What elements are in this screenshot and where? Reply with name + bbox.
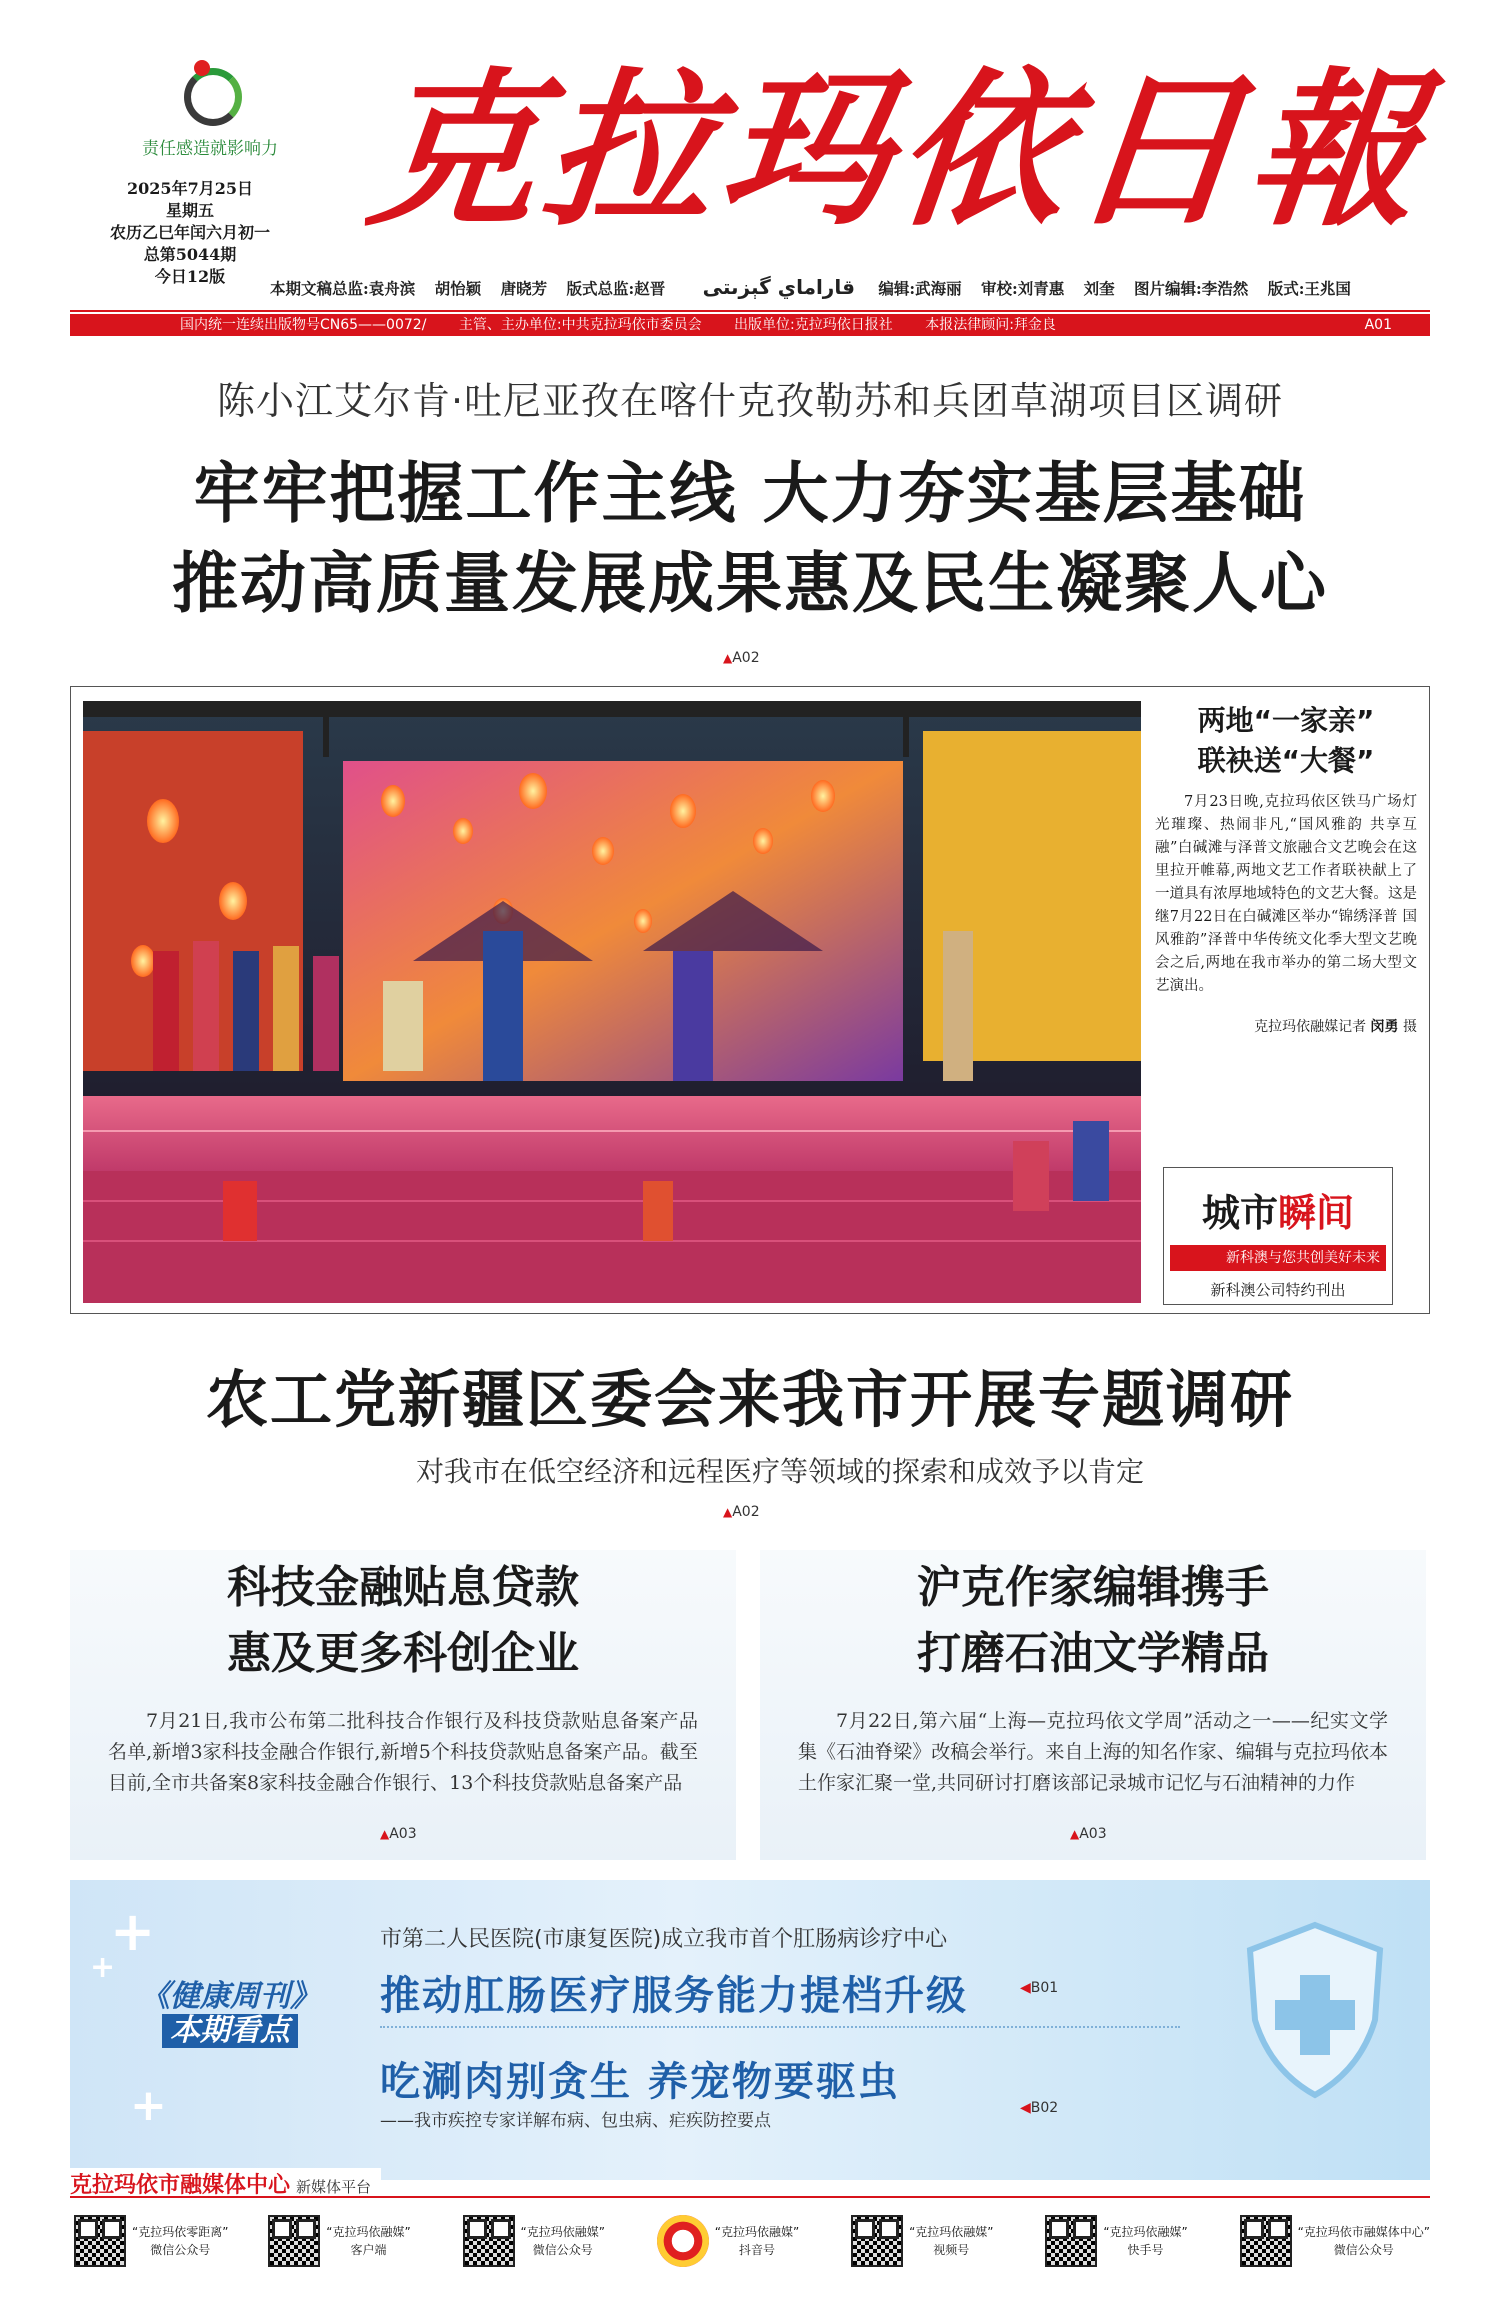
- issue-number: 总第5044期: [143, 245, 237, 264]
- credit-item: 胡怡颖: [434, 279, 482, 298]
- channel-item[interactable]: “克拉玛依融媒” 微信公众号: [459, 2206, 653, 2276]
- app-logo-icon: [657, 2215, 709, 2267]
- tech-finance-summary: 7月21日,我市公布第二批科技合作银行及科技贷款贴息备案产品名单,新增3家科技金融合作银行,新增5个科技贷款贴息备案产品。截至目前,全市共备案8家科技金融合作银行、13个科技贷款贴息备案产品: [108, 1710, 698, 1794]
- qr-code-icon: [1240, 2215, 1292, 2267]
- issue-page-count: 今日12版: [154, 267, 226, 286]
- title-uyghur: قاراماي گېزىتى: [702, 275, 855, 299]
- credit-item: 图片编辑:李浩然: [1134, 279, 1249, 298]
- issue-weekday: 星期五: [165, 201, 214, 220]
- plus-icon: +: [110, 1900, 156, 1963]
- photo-headline-line-1[interactable]: 两地“一家亲”: [1197, 704, 1375, 737]
- photo-headline-line-2[interactable]: 联袂送“大餐”: [1197, 744, 1375, 777]
- credit-item: 本期文稿总监:袁舟滨: [270, 279, 416, 298]
- qr-code-icon: [1045, 2215, 1097, 2267]
- divider: [380, 2026, 1180, 2028]
- ad-sponsor-line: 新科澳公司特约刊出: [1210, 1281, 1346, 1299]
- stage-performance-photo[interactable]: [83, 701, 1141, 1303]
- channel-item[interactable]: “克拉玛依融媒” 视频号: [847, 2206, 1041, 2276]
- publication-info-bar: [70, 314, 1430, 336]
- tech-finance-headline-1[interactable]: 科技金融贴息贷款: [227, 1562, 579, 1613]
- media-channels: [70, 2206, 1430, 2276]
- issue-info: [70, 178, 310, 288]
- health-weekly-tag: 《健康周刊》 本期看点: [140, 1979, 320, 2048]
- writers-page-ref[interactable]: ▲A03: [1070, 1826, 1107, 1842]
- plus-icon: +: [130, 2080, 167, 2131]
- publication-info-item: 主管、主办单位:中共克拉玛依市委员会: [458, 317, 702, 333]
- stage-photo-illustration: [83, 701, 1141, 1303]
- credit-item: 刘奎: [1083, 279, 1115, 298]
- qr-code-icon: [74, 2215, 126, 2267]
- channel-item[interactable]: “克拉玛依融媒” 客户端: [264, 2206, 458, 2276]
- masthead: [70, 50, 1437, 310]
- qr-code-icon: [463, 2215, 515, 2267]
- qr-code-icon: [851, 2215, 903, 2267]
- photo-credit: 克拉玛依融媒记者 闵勇 摄: [1254, 1019, 1417, 1035]
- page-number: A01: [1364, 317, 1392, 333]
- health-headline-1[interactable]: 推动肛肠医疗服务能力提档升级: [380, 1972, 968, 2019]
- lead-headline-line-1[interactable]: 牢牢把握工作主线 大力夯实基层基础: [193, 455, 1307, 532]
- health-kicker: 市第二人民医院(市康复医院)成立我市首个肛肠病诊疗中心: [380, 1927, 948, 1952]
- lead-headline-line-2[interactable]: 推动高质量发展成果惠及民生凝聚人心: [172, 545, 1328, 622]
- brand-slogan: 责任感造就影响力: [142, 139, 278, 159]
- tech-finance-headline-2[interactable]: 惠及更多科创企业: [227, 1628, 579, 1679]
- triangle-icon: ▲: [380, 1827, 390, 1841]
- health-ref-1[interactable]: ◀B01: [1020, 1980, 1059, 1996]
- newspaper-title: 克拉玛依日報: [359, 51, 1437, 249]
- writers-summary: 7月22日,第六届“上海—克拉玛依文学周”活动之一——纪实文学集《石油脊梁》改稿会举行。来自上海的知名作家、编辑与克拉玛依本土作家汇聚一堂,共同研讨打磨该部记录城市记忆与石油精神的力作: [798, 1710, 1388, 1794]
- tech-finance-page-ref[interactable]: ▲A03: [380, 1826, 417, 1842]
- second-page-ref[interactable]: ▲A02: [723, 1504, 760, 1520]
- channel-item[interactable]: “克拉玛依融媒” 快手号: [1041, 2206, 1235, 2276]
- medical-shield-icon: [1240, 1920, 1390, 2100]
- publication-info-item: 出版单位:克拉玛依日报社: [734, 317, 893, 333]
- ad-title: 城市瞬间: [1201, 1191, 1355, 1235]
- issue-lunar-date: 农历乙巳年闰六月初一: [109, 223, 270, 242]
- masthead-rule: [70, 310, 1430, 312]
- credit-item: 版式总监:赵晋: [566, 279, 666, 298]
- credit-item: 编辑:武海丽: [878, 279, 962, 298]
- credit-item: 审校:刘青惠: [980, 279, 1065, 298]
- second-headline[interactable]: 农工党新疆区委会来我市开展专题调研: [205, 1363, 1294, 1436]
- writers-headline-2[interactable]: 打磨石油文学精品: [917, 1628, 1269, 1679]
- credit-item: 唐晓芳: [500, 279, 548, 298]
- editorial-credits: [270, 275, 1430, 299]
- health-subheadline: ——我市疾控专家详解布病、包虫病、疟疾防控要点: [380, 2111, 771, 2131]
- triangle-icon: ▲: [723, 1505, 733, 1519]
- channel-item[interactable]: “克拉玛依零距离” 微信公众号: [70, 2206, 264, 2276]
- story-tech-finance: [70, 1550, 736, 1860]
- photo-caption-body: 7月23日晚,克拉玛依区铁马广场灯光璀璨、热闹非凡,“国风雅韵 共享互融”白碱滩与泽普文旅融合文艺晚会在这里拉开帷幕,两地文艺工作者联袂献上了一道具有浓厚地域特色的文艺大餐。这是继7月22日在白碱滩区举办“锦绣泽普 国风雅韵”泽普中华传统文化季大型文艺晚会之后,两地在我市举办的第二场大型文艺演出。: [1155, 794, 1417, 994]
- photo-story: [70, 686, 1430, 1314]
- photo-caption-column: [1155, 701, 1417, 1036]
- lead-page-ref[interactable]: ▲A02: [723, 650, 760, 666]
- health-ref-2[interactable]: ◀B02: [1020, 2100, 1059, 2116]
- lead-kicker[interactable]: 陈小江艾尔肯·吐尼亚孜在喀什克孜勒苏和兵团草湖项目区调研: [216, 379, 1284, 423]
- health-headline-2[interactable]: 吃涮肉别贪生 养宠物要驱虫: [380, 2058, 900, 2105]
- channel-item[interactable]: “克拉玛依融媒” 抖音号: [653, 2206, 847, 2276]
- credit-item: 版式:王兆国: [1267, 279, 1351, 298]
- ad-slogan-band: 新科澳与您共创美好未来: [1170, 1245, 1386, 1271]
- channel-item[interactable]: “克拉玛依市融媒体中心” 微信公众号: [1236, 2206, 1430, 2276]
- publication-info-item: 本报法律顾问:拜金良: [925, 317, 1056, 333]
- qr-code-icon: [268, 2215, 320, 2267]
- sponsor-ad[interactable]: [1163, 1167, 1393, 1305]
- brand-mark-icon: [170, 60, 250, 130]
- footer-title: 克拉玛依市融媒体中心 新媒体平台: [70, 2168, 381, 2194]
- issue-date: 2025年7月25日: [127, 179, 253, 198]
- story-writers-workshop: [760, 1550, 1426, 1860]
- brand-logo: [130, 60, 290, 170]
- publication-info-item: 国内统一连续出版物号CN65——0072/: [180, 317, 427, 333]
- triangle-icon: ▲: [723, 651, 733, 665]
- triangle-icon: ▲: [1070, 1827, 1080, 1841]
- writers-headline-1[interactable]: 沪克作家编辑携手: [917, 1562, 1269, 1613]
- health-weekly-banner: [70, 1880, 1430, 2180]
- plus-icon: +: [90, 1950, 116, 1985]
- second-subheadline: 对我市在低空经济和远程医疗等领域的探索和成效予以肯定: [415, 1455, 1144, 1488]
